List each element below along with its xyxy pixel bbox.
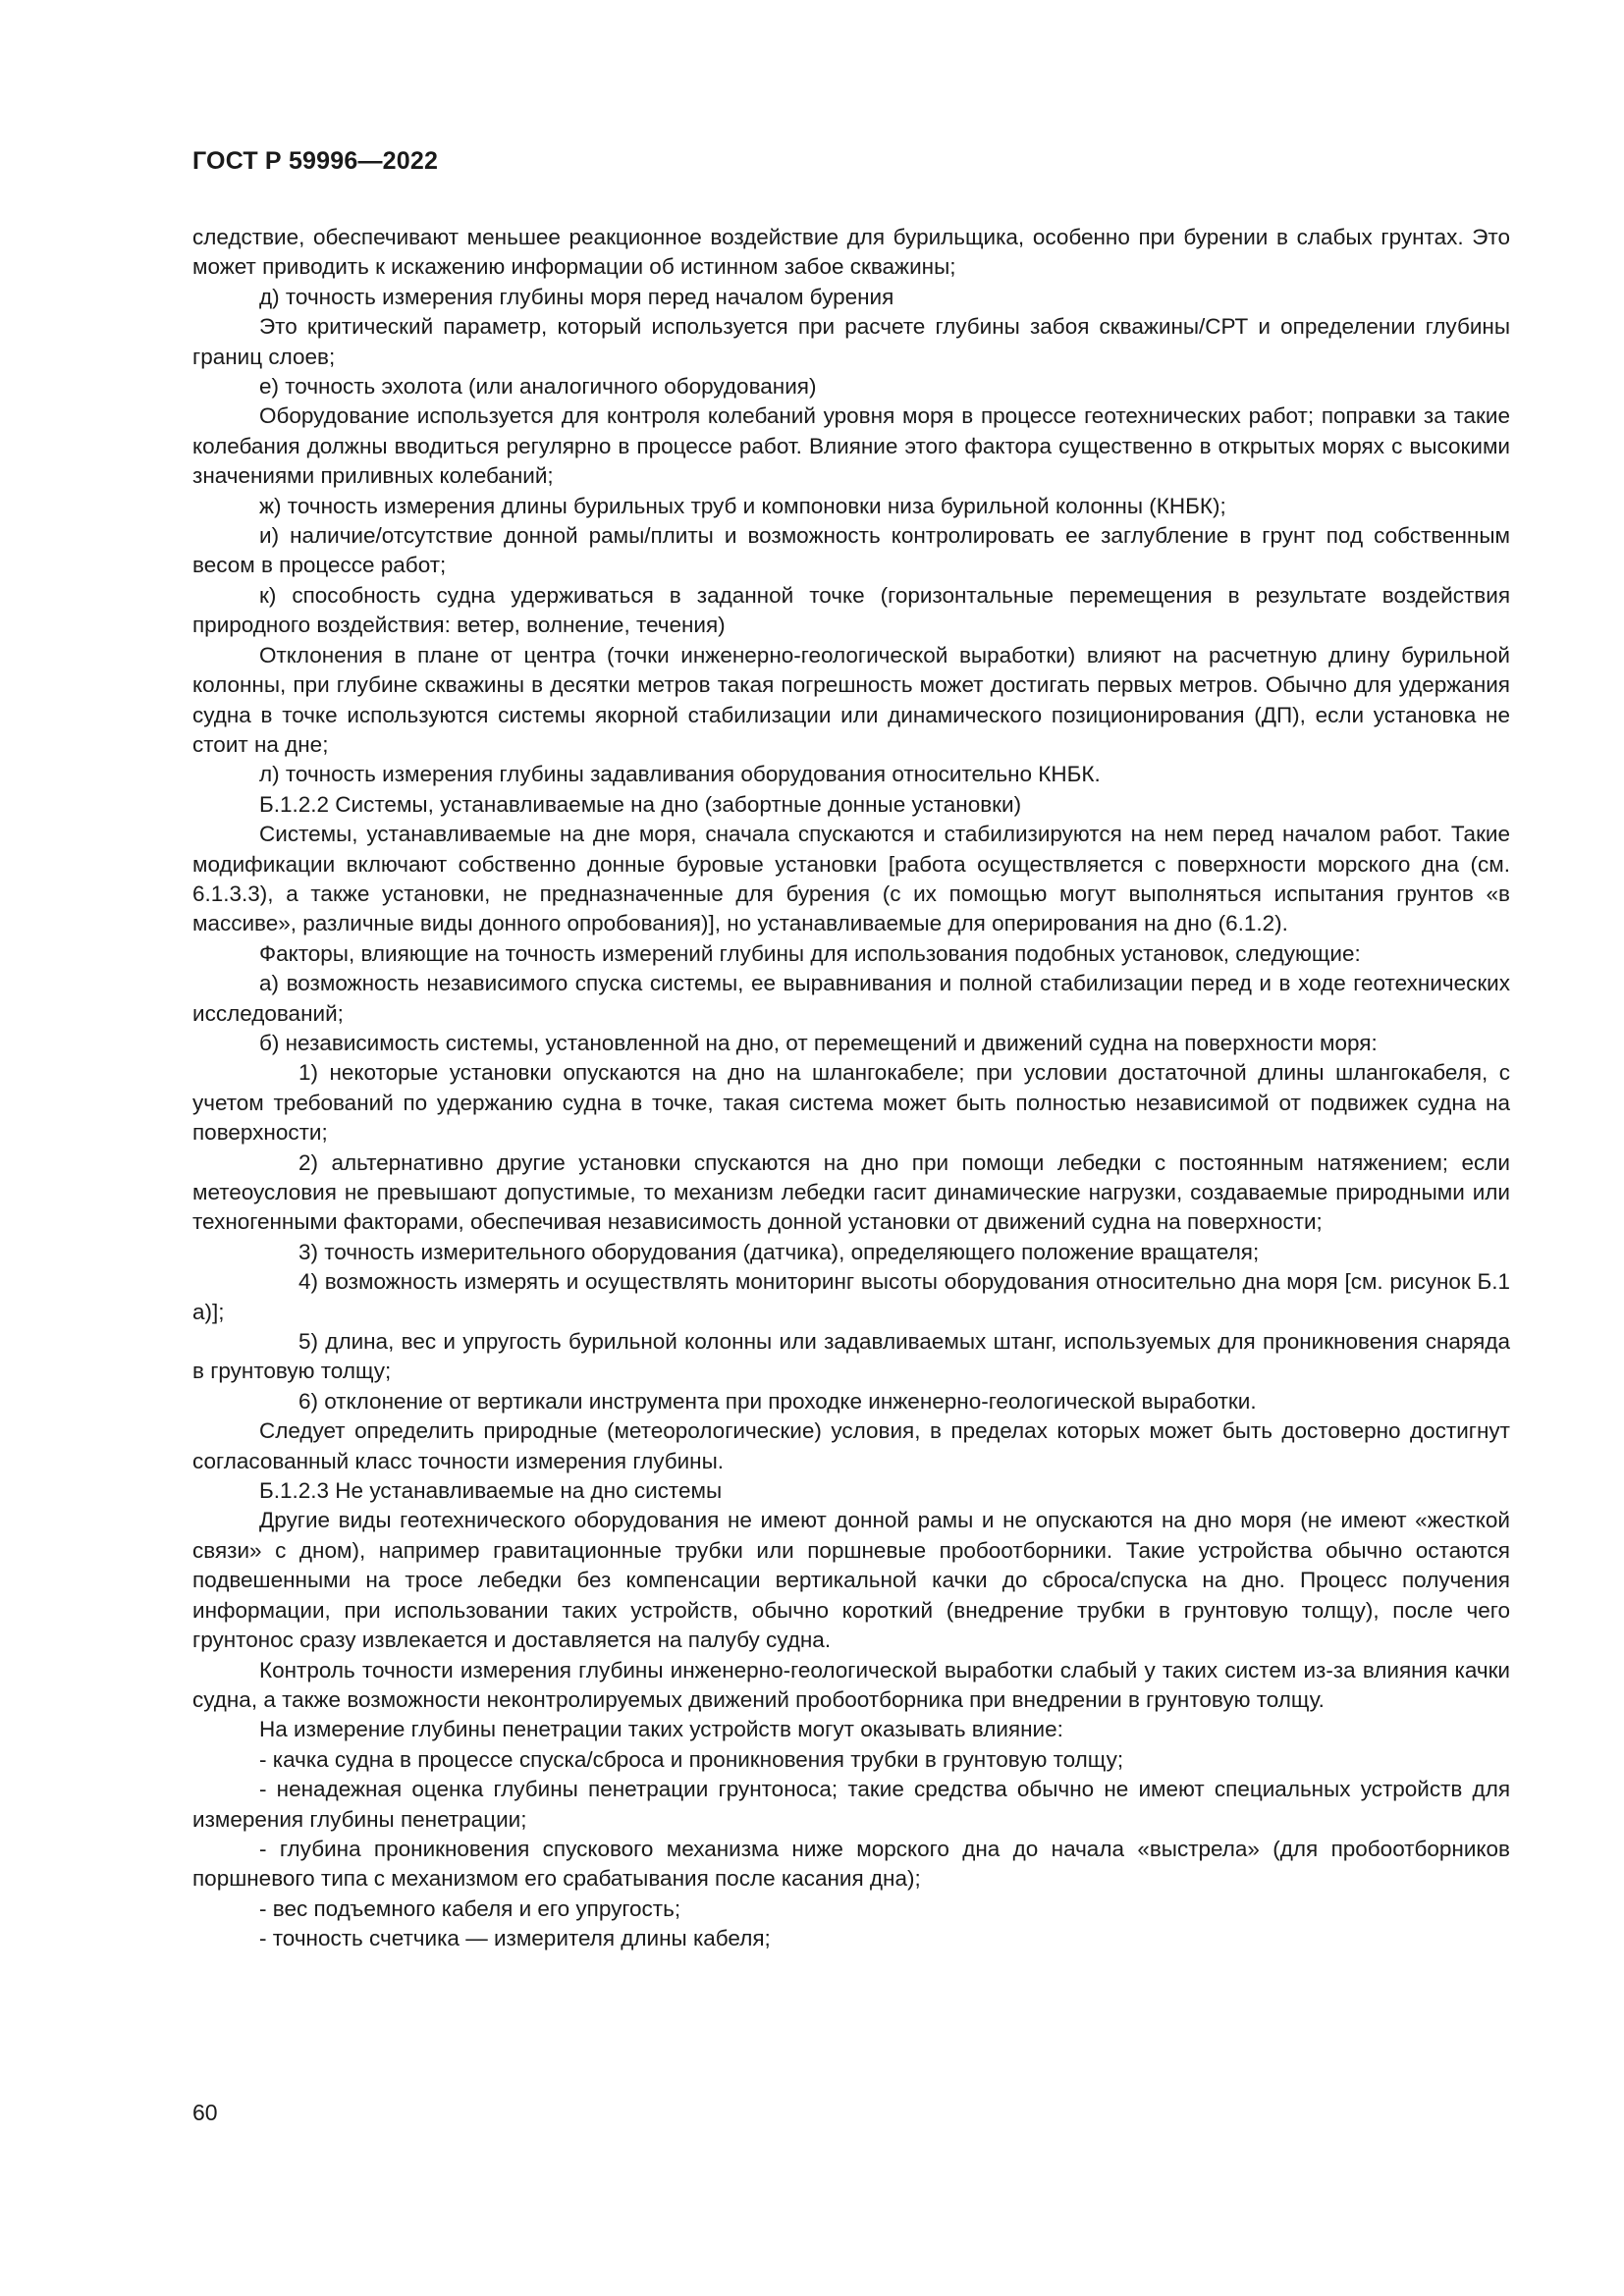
paragraph: 2) альтернативно другие установки спускаются на дно при помощи лебедки с постоянным натяжением; если метеоусловия не превышают допустимые, то механизм лебедки гасит динамические нагрузки, создаваемые природными или техногенными факторами, обеспечивая независимость донной установки от движений судна на поверхности; xyxy=(192,1149,1510,1235)
paragraph: Системы, устанавливаемые на дне моря, сначала спускаются и стабилизируются на нем перед началом работ. Такие модификации включают собственно донные буровые установки [работа осуществляется с поверхности морского дна (см. 6.1.3.3), а также установки, не предназначенные для бурения (с их помощью могут выполняться испытания грунтов «в массиве», различные виды донного опробования)], но устанавливаемые для оперирования на дно (6.1.2). xyxy=(192,822,1510,936)
paragraph: следствие, обеспечивают меньшее реакционное воздействие для бурильщика, особенно при бурении в слабых грунтах. Это может приводить к искажению информации об истинном забое скважины; xyxy=(192,225,1510,280)
paragraph: На измерение глубины пенетрации таких устройств могут оказывать влияние: xyxy=(259,1717,1063,1742)
paragraph: а) возможность независимого спуска системы, ее выравнивания и полной стабилизации перед и в ходе геотехнических исследований; xyxy=(192,971,1510,1026)
paragraph: - вес подъемного кабеля и его упругость; xyxy=(259,1896,681,1921)
document-body xyxy=(192,223,1510,1954)
paragraph: Факторы, влияющие на точность измерений глубины для использования подобных установок, следующие: xyxy=(259,940,1361,966)
paragraph: - ненадежная оценка глубины пенетрации грунтоноса; такие средства обычно не имеют специальных устройств для измерения глубины пенетрации; xyxy=(192,1777,1510,1832)
paragraph: Другие виды геотехнического оборудования не имеют донной рамы и не опускаются на дно моря (не имеют «жесткой связи» с дном), например гравитационные трубки или поршневые пробоотборники. Такие устройства обычно остаются подвешенными на тросе лебедки без компенсации вертикальной качки до сброса/спуска на дно. Процесс получения информации, при использовании таких устройств, обычно короткий (внедрение трубки в грунтовую толщу), после чего грунтонос сразу извлекается и доставляется на палубу судна. xyxy=(192,1508,1510,1653)
paragraph: б) независимость системы, установленной на дно, от перемещений и движений судна на поверхности моря: xyxy=(259,1030,1378,1055)
page-number: 60 xyxy=(192,2100,218,2125)
paragraph: - качка судна в процессе спуска/сброса и проникновения трубки в грунтовую толщу; xyxy=(259,1746,1124,1772)
paragraph: Отклонения в плане от центра (точки инженерно-геологической выработки) влияют на расчетную длину бурильной колонны, при глубине скважины в десятки метров такая погрешность может достигать первых метров. Обычно для удержания судна в точке используются системы якорной стабилизации или динамического позиционирования (ДП), если установка не стоит на дне; xyxy=(192,642,1510,757)
paragraph: Это критический параметр, который используется при расчете глубины забоя скважины/СРТ и определении глубины границ слоев; xyxy=(192,314,1510,369)
paragraph: ж) точность измерения длины бурильных труб и компоновки низа бурильной колонны (КНБК); xyxy=(259,493,1226,518)
paragraph: - точность счетчика — измерителя длины кабеля; xyxy=(259,1926,771,1951)
paragraph: Контроль точности измерения глубины инженерно-геологической выработки слабый у таких систем из-за влияния качки судна, а также возможности неконтролируемых движений пробоотборника при внедрении в грунтовую толщу. xyxy=(192,1657,1510,1712)
paragraph: - глубина проникновения спускового механизма ниже морского дна до начала «выстрела» (для пробоотборников поршневого типа с механизмом его срабатывания после касания дна); xyxy=(192,1836,1510,1892)
paragraph: Следует определить природные (метеорологические) условия, в пределах которых может быть достоверно достигнут согласованный класс точности измерения глубины. xyxy=(192,1418,1510,1473)
paragraph: Оборудование используется для контроля колебаний уровня моря в процессе геотехнических работ; поправки за такие колебания должны вводиться регулярно в процессе работ. Влияние этого фактора существенно в открытых морях с высокими значениями приливных колебаний; xyxy=(192,403,1510,489)
paragraph: к) способность судна удерживаться в заданной точке (горизонтальные перемещения в результате воздействия природного воздействия: ветер, волнение, течения) xyxy=(192,582,1510,638)
paragraph: Б.1.2.2 Системы, устанавливаемые на дно (забортные донные установки) xyxy=(259,791,1022,817)
paragraph: 3) точность измерительного оборудования (датчика), определяющего положение вращателя; xyxy=(298,1239,1260,1264)
paragraph: д) точность измерения глубины моря перед началом бурения xyxy=(259,284,894,309)
paragraph: 4) возможность измерять и осуществлять мониторинг высоты оборудования относительно дна моря [см. рисунок Б.1 а)]; xyxy=(192,1269,1510,1324)
paragraph: л) точность измерения глубины задавливания оборудования относительно КНБК. xyxy=(259,762,1101,787)
paragraph: 1) некоторые установки опускаются на дно на шлангокабеле; при условии достаточной длины шлангокабеля, с учетом требований по удержанию судна в точке, такая система может быть полностью независимой от подвижек судна на поверхности; xyxy=(192,1060,1510,1146)
paragraph: Б.1.2.3 Не устанавливаемые на дно системы xyxy=(259,1478,723,1504)
document-header: ГОСТ Р 59996—2022 xyxy=(192,147,439,175)
paragraph: е) точность эхолота (или аналогичного оборудования) xyxy=(259,374,817,400)
paragraph: 6) отклонение от вертикали инструмента при проходке инженерно-геологической выработки. xyxy=(298,1388,1257,1414)
paragraph: 5) длина, вес и упругость бурильной колонны или задавливаемых штанг, используемых для проникновения снаряда в грунтовую толщу; xyxy=(192,1329,1510,1384)
paragraph: и) наличие/отсутствие донной рамы/плиты и возможность контролировать ее заглубление в грунт под собственным весом в процессе работ; xyxy=(192,523,1510,578)
